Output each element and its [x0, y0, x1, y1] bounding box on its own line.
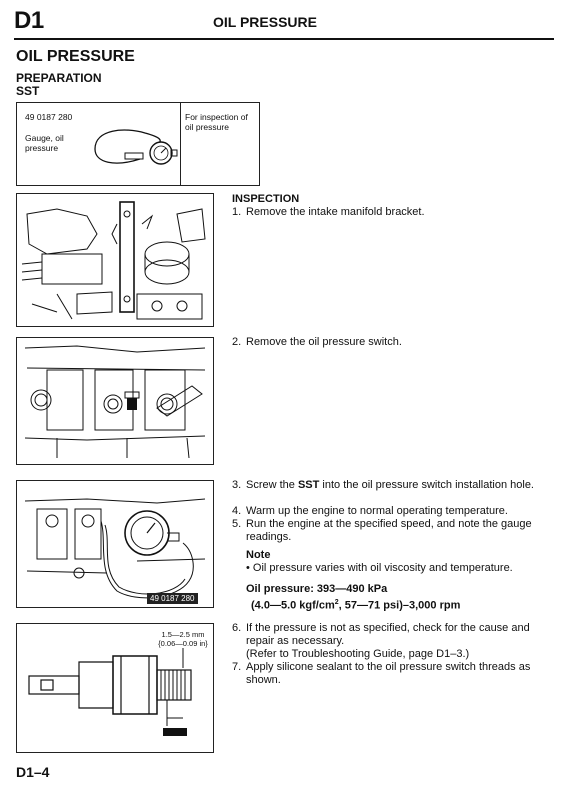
figure-switch-sealant	[16, 623, 214, 753]
sst-inline: SST	[297, 479, 320, 491]
inspection-section: INSPECTION 1. Remove the intake manifold bracket. 2. Remove the oil pressure switch. 3. Screw the SST into the oil pressure switch installation hole. 4. Warm up the engine to normal operating temperature. 5. Run the engine at the specified speed, and note the gauge readings. Note • Oil pressure varies with oil viscosity and temperature. Oil pressure: 393—490 kPa (4.0—5.0 kgf/$cm^2$, 57—71 psi)–3,000 rpm 6. If the pressure is not as specified, check for the cause and repair as necessary. (Refer to Troubleshooting Guide, page D1–3.) 7. Apply silicone sealant to the oil pressure switch threads as shown.	[232, 193, 552, 206]
note-block	[246, 549, 546, 575]
preparation-heading	[16, 72, 102, 98]
gauge-installed-illustration	[17, 481, 213, 607]
section-title: OIL PRESSURE	[16, 48, 135, 65]
header-rule	[14, 38, 554, 40]
thread-dimension-mm: 1.5—2.5 mm	[161, 630, 205, 639]
section-code: D1	[14, 7, 44, 34]
sst-label: SST	[16, 84, 40, 98]
sst-part-number: 49 0187 280	[25, 112, 73, 122]
thread-dimension-in: {0.06—0.09 in}	[158, 639, 208, 648]
oil-pressure-gauge-illustration	[85, 119, 181, 175]
inspection-heading: INSPECTION	[232, 193, 300, 205]
note-heading: Note	[246, 549, 271, 561]
header-title: OIL PRESSURE	[213, 14, 317, 30]
sst-purpose: For inspection of oil pressure	[185, 112, 248, 132]
sst-table	[16, 102, 260, 186]
engine-bracket-illustration	[17, 194, 213, 326]
oil-switch-illustration	[17, 338, 213, 464]
figure-gauge-installed	[16, 480, 214, 608]
sst-part-name: Gauge, oil pressure	[25, 133, 64, 153]
sst-figure-label: 49 0187 280	[147, 593, 198, 604]
note-bullet: • Oil pressure varies with oil viscosity and temperature.	[246, 562, 513, 574]
oil-pressure-spec: Oil pressure: 393—490 kPa (4.0—5.0 kgf/$cm^2$, 57—71 psi)–3,000 rpm	[246, 583, 461, 612]
page-number: D1–4	[16, 764, 50, 780]
figure-oil-pressure-switch-removal	[16, 337, 214, 465]
thread-dimension-label	[155, 630, 211, 648]
step-6-reference: (Refer to Troubleshooting Guide, page D1–3.)	[246, 648, 470, 660]
figure-intake-manifold-bracket	[16, 193, 214, 327]
preparation-label: PREPARATION	[16, 71, 102, 85]
